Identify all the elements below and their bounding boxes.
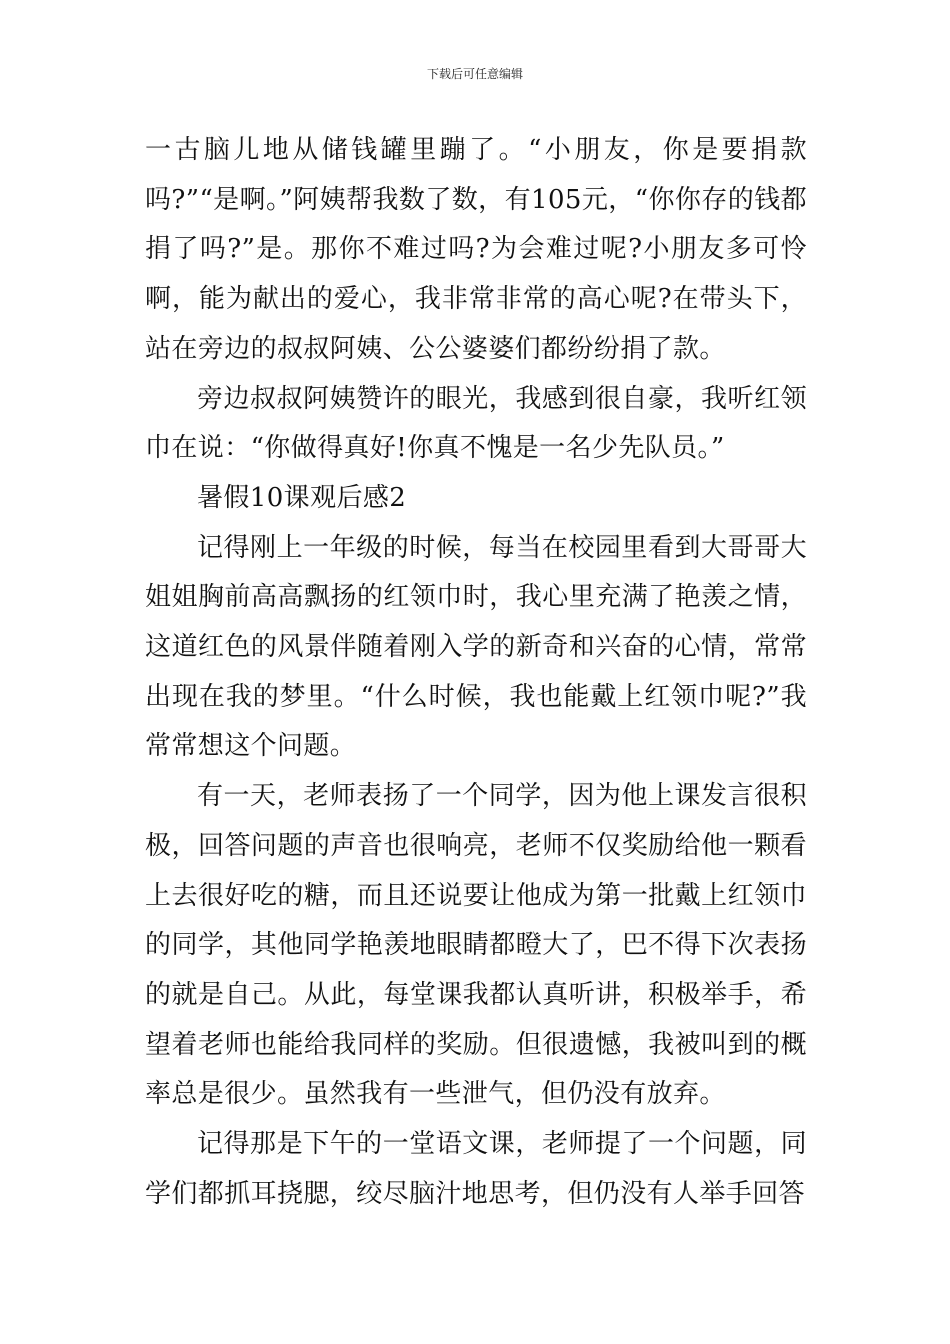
document-body [145,126,807,1219]
paragraph: 有一天，老师表扬了一个同学，因为他上课发言很积极，回答问题的声音也很响亮，老师不仅奖励给他一颗看上去很好吃的糖，而且还说要让他成为第一批戴上红领巾的同学，其他同学艳羡地眼睛都瞪大了，巴不得下次表扬的就是自己。从此，每堂课我都认真听讲，积极举手，希望着老师也能给我同样的奖励。但很遗憾，我被叫到的概率总是很少。虽然我有一些泄气，但仍没有放弃。 [145,781,807,1110]
paragraph: 旁边叔叔阿姨赞许的眼光，我感到很自豪，我听红领巾在说：“你做得真好!你真不愧是一名少先队员。” [145,383,807,464]
page-header: 下载后可任意编辑 [426,67,523,81]
section-heading: 暑假10课观后感2 [197,482,407,513]
paragraph-continuation: 一古脑儿地从储钱罐里蹦了。“小朋友，你是要捐款吗?”“是啊。”阿姨帮我数了数，有105元，“你你存的钱都捐了吗?”是。那你不难过吗?为会难过呢?小朋友多可怜啊，能为献出的爱心，我非常非常的高心呢?在带头下，站在旁边的叔叔阿姨、公公婆婆们都纷纷捐了款。 [145,135,807,364]
paragraph: 记得刚上一年级的时候，每当在校园里看到大哥哥大姐姐胸前高高飘扬的红领巾时，我心里充满了艳羡之情，这道红色的风景伴随着刚入学的新奇和兴奋的心情，常常出现在我的梦里。“什么时候，我也能戴上红领巾呢?”我常常想这个问题。 [145,532,807,762]
paragraph: 记得那是下午的一堂语文课，老师提了一个问题，同学们都抓耳挠腮，绞尽脑汁地思考，但仍没有人举手回答 [145,1129,807,1209]
